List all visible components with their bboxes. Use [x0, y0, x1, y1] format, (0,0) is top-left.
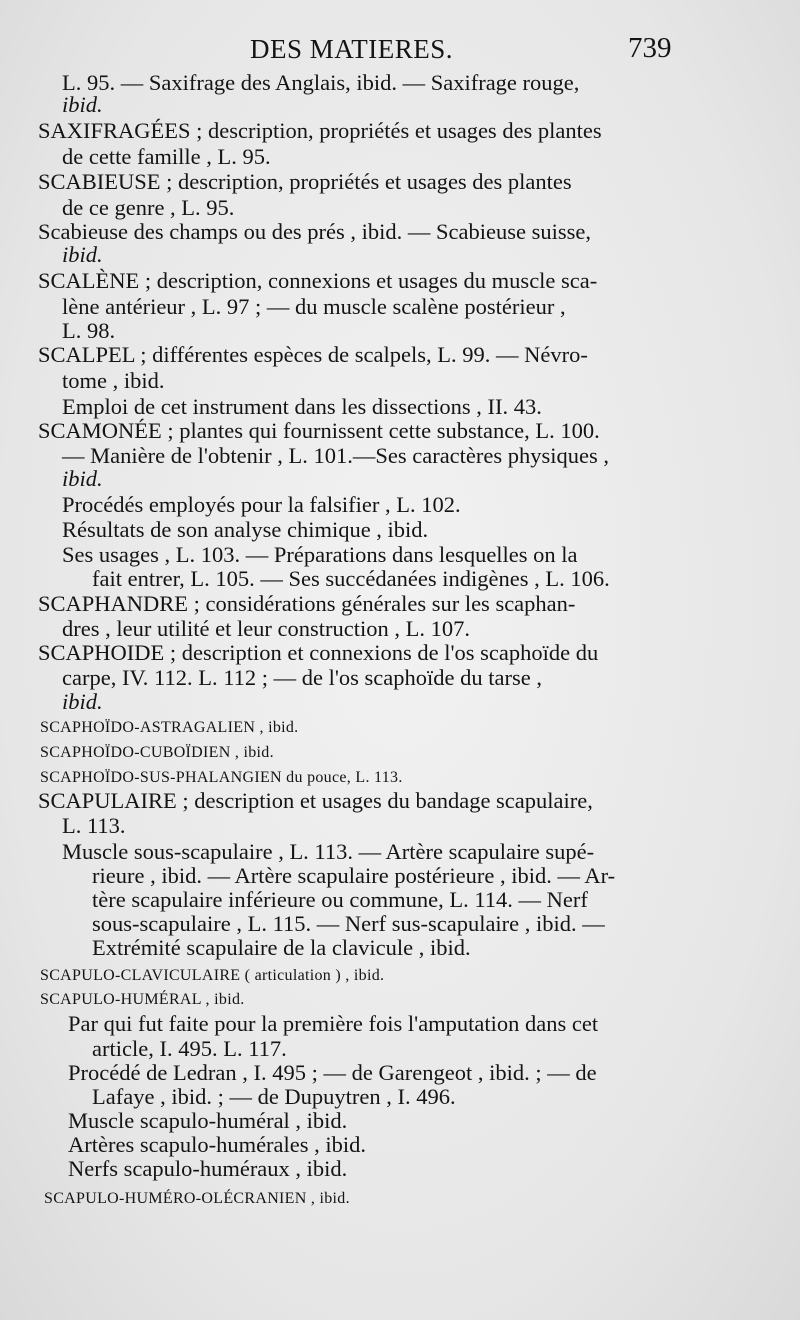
index-line: Nerfs scapulo-huméraux , ibid.	[68, 1156, 348, 1181]
index-line: L. 95. — Saxifrage des Anglais, ibid. — Saxifrage rouge,	[62, 70, 580, 95]
index-line: de ce genre , L. 95.	[62, 195, 235, 220]
index-line: Emploi de cet instrument dans les dissections , II. 43.	[62, 394, 542, 419]
index-line: Artères scapulo-humérales , ibid.	[68, 1132, 367, 1157]
index-line: ibid.	[62, 92, 103, 117]
index-line: Scabieuse des champs ou des prés , ibid. — Scabieuse suisse,	[38, 219, 592, 244]
index-line: article, I. 495. L. 117.	[92, 1036, 287, 1061]
index-entry: SCALÈNE ; description, connexions et usages du muscle sca-	[38, 268, 598, 293]
index-line: rieure , ibid. — Artère scapulaire postérieure , ibid. — Ar-	[92, 863, 616, 888]
index-line: — Manière de l'obtenir , L. 101.—Ses caractères physiques ,	[62, 443, 610, 468]
index-entry: SCAMONÉE ; plantes qui fournissent cette substance, L. 100.	[38, 418, 600, 443]
index-entry: SCAPULO-CLAVICULAIRE ( articulation ) , ibid.	[40, 967, 385, 984]
index-line: Lafaye , ibid. ; — de Dupuytren , I. 496.	[92, 1084, 456, 1109]
index-line: fait entrer, L. 105. — Ses succédanées indigènes , L. 106.	[92, 566, 610, 591]
index-line: tère scapulaire inférieure ou commune, L. 114. — Nerf	[92, 887, 588, 912]
index-line: dres , leur utilité et leur construction , L. 107.	[62, 616, 471, 641]
index-line: ibid.	[62, 466, 103, 491]
running-title: DES MATIERES.	[250, 34, 454, 64]
page-header	[0, 34, 800, 70]
index-entry: SCAPHOIDE ; description et connexions de l'os scaphoïde du	[38, 640, 599, 665]
index-line: Extrémité scapulaire de la clavicule , ibid.	[92, 935, 471, 960]
index-entry: SCABIEUSE ; description, propriétés et usages des plantes	[38, 169, 572, 194]
index-entry: SAXIFRAGÉES ; description, propriétés et usages des plantes	[38, 118, 602, 143]
index-entry: SCAPULO-HUMÉRAL , ibid.	[40, 991, 245, 1008]
index-entry: SCALPEL ; différentes espèces de scalpels, L. 99. — Névro-	[38, 342, 588, 367]
index-line: sous-scapulaire , L. 115. — Nerf sus-scapulaire , ibid. —	[92, 911, 605, 936]
index-line: Par qui fut faite pour la première fois l'amputation dans cet	[68, 1011, 599, 1036]
index-entry: SCAPULAIRE ; description et usages du bandage scapulaire,	[38, 788, 593, 813]
index-line: Procédés employés pour la falsifier , L. 102.	[62, 492, 461, 517]
index-line: de cette famille , L. 95.	[62, 144, 271, 169]
index-line: L. 98.	[62, 318, 116, 343]
index-entry: SCAPHANDRE ; considérations générales sur les scaphan-	[38, 591, 576, 616]
index-line: tome , ibid.	[62, 368, 165, 393]
index-line: L. 113.	[62, 813, 126, 838]
index-line: Muscle scapulo-huméral , ibid.	[68, 1108, 348, 1133]
index-line: Résultats de son analyse chimique , ibid.	[62, 517, 429, 542]
index-line: ibid.	[62, 689, 103, 714]
index-line: ibid.	[62, 242, 103, 267]
page-number: 739	[628, 32, 672, 64]
index-line: lène antérieur , L. 97 ; — du muscle scalène postérieur ,	[62, 294, 566, 319]
index-line: Ses usages , L. 103. — Préparations dans lesquelles on la	[62, 542, 578, 567]
index-entry: SCAPHOÏDO-CUBOÏDIEN , ibid.	[40, 744, 274, 761]
index-entry: SCAPHOÏDO-ASTRAGALIEN , ibid.	[40, 719, 299, 736]
index-line: Procédé de Ledran , I. 495 ; — de Garengeot , ibid. ; — de	[68, 1060, 597, 1085]
index-entry: SCAPULO-HUMÉRO-OLÉCRANIEN , ibid.	[44, 1190, 350, 1207]
index-entry: SCAPHOÏDO-SUS-PHALANGIEN du pouce, L. 113.	[40, 769, 403, 786]
index-line: Muscle sous-scapulaire , L. 113. — Artère scapulaire supé-	[62, 839, 595, 864]
index-line: carpe, IV. 112. L. 112 ; — de l'os scaphoïde du tarse ,	[62, 665, 542, 690]
